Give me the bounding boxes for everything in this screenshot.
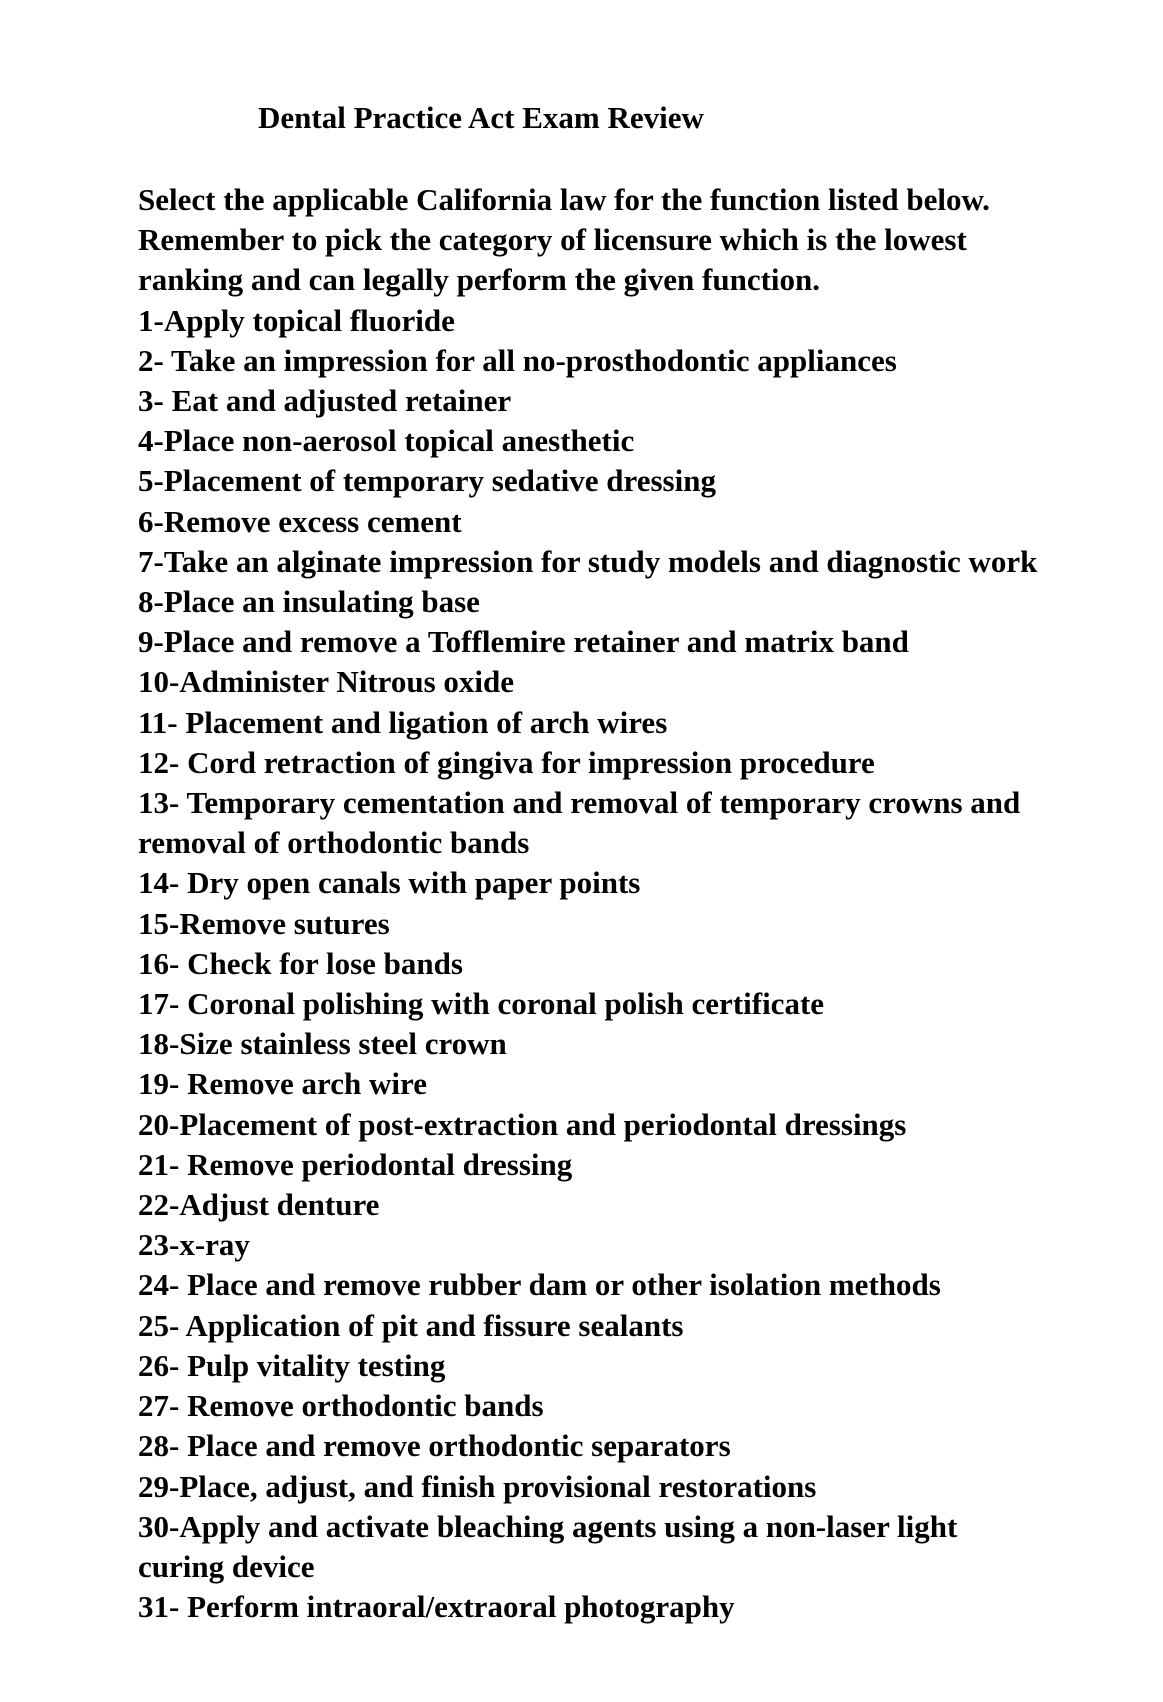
list-item: 7-Take an alginate impression for study models and diagnostic work [138,543,1038,579]
list-item: 31- Perform intraoral/extraoral photography [138,1589,735,1625]
list-item: 16- Check for lose bands [138,945,463,981]
list-item: 8-Place an insulating base [138,584,480,620]
list-item: 30-Apply and activate bleaching agents using a non-laser light curing device [138,1508,958,1584]
instructions-paragraph: Select the applicable California law for the function listed below. Remember to pick the category of licensure which is the lowest ranking and can legally perform the given function. [138,182,990,298]
list-item: 15-Remove sutures [138,905,390,941]
list-item: 18-Size stainless steel crown [138,1026,507,1062]
list-item: 13- Temporary cementation and removal of temporary crowns and removal of orthodontic bands [138,785,1021,861]
list-item: 9-Place and remove a Tofflemire retainer and matrix band [138,624,909,660]
list-item: 2- Take an impression for all no-prosthodontic appliances [138,342,897,378]
list-item: 26- Pulp vitality testing [138,1347,446,1383]
list-item: 1-Apply topical fluoride [138,302,455,338]
list-item: 22-Adjust denture [138,1187,380,1223]
list-item: 20-Placement of post-extraction and periodontal dressings [138,1106,907,1142]
list-item: 19- Remove arch wire [138,1066,427,1102]
list-item: 21- Remove periodontal dressing [138,1146,573,1182]
list-item: 5-Placement of temporary sedative dressing [138,463,716,499]
list-item: 3- Eat and adjusted retainer [138,383,512,419]
document-body [138,180,1038,1627]
list-item: 12- Cord retraction of gingiva for impression procedure [138,744,875,780]
list-item: 10-Administer Nitrous oxide [138,664,515,700]
function-list [138,301,1038,1628]
list-item: 11- Placement and ligation of arch wires [138,704,668,740]
list-item: 6-Remove excess cement [138,503,462,539]
list-item: 27- Remove orthodontic bands [138,1388,544,1424]
list-item: 23-x-ray [138,1227,250,1263]
list-item: 4-Place non-aerosol topical anesthetic [138,423,635,459]
list-item: 17- Coronal polishing with coronal polish certificate [138,986,825,1022]
list-item: 24- Place and remove rubber dam or other isolation methods [138,1267,941,1303]
list-item: 28- Place and remove orthodontic separators [138,1428,731,1464]
list-item: 29-Place, adjust, and finish provisional restorations [138,1468,817,1504]
list-item: 25- Application of pit and fissure sealants [138,1307,684,1343]
list-item: 14- Dry open canals with paper points [138,865,641,901]
page-title: Dental Practice Act Exam Review [258,100,704,135]
